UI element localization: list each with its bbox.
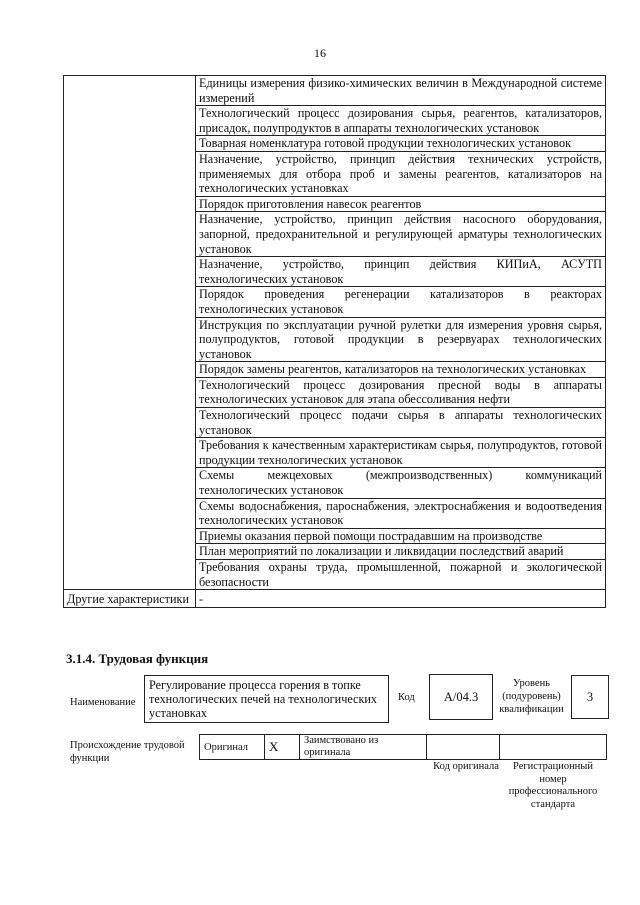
original-mark: X bbox=[265, 735, 300, 760]
knowledge-item: Приемы оказания первой помощи пострадавшим на производстве bbox=[196, 528, 606, 544]
knowledge-item: Назначение, устройство, принцип действия насосного оборудования, запорной, предохранительной и регулирующей арматуры технологических установок bbox=[196, 212, 606, 257]
knowledge-item: Назначение, устройство, принцип действия технических устройств, применяемых для отбора проб и замены реагентов, катализаторов на технологических установках bbox=[196, 151, 606, 196]
knowledge-table bbox=[63, 75, 606, 608]
knowledge-item: Порядок замены реагентов, катализаторов на технологических установках bbox=[196, 362, 606, 378]
knowledge-item: Инструкция по эксплуатации ручной рулетки для измерения уровня сырья, полупродуктов, готовой продукции в резервуарах технологических установок bbox=[196, 317, 606, 362]
other-label: Другие характеристики bbox=[64, 590, 196, 608]
knowledge-item: Назначение, устройство, принцип действия КИПиА, АСУТП технологических установок bbox=[196, 257, 606, 287]
origin-table bbox=[199, 734, 607, 760]
section-heading: 3.1.4. Трудовая функция bbox=[66, 651, 209, 666]
original-code-cell bbox=[427, 735, 500, 760]
code-label: Код bbox=[398, 692, 415, 703]
knowledge-item: Технологический процесс дозирования сырья, реагентов, катализаторов, присадок, полупродуктов в аппараты технологических установок bbox=[196, 106, 606, 136]
knowledge-item: Единицы измерения физико-химических величин в Международной системе измерений bbox=[196, 76, 606, 106]
knowledge-item: Схемы водоснабжения, пароснабжения, электроснабжения и водоотведения технологических установок bbox=[196, 498, 606, 528]
knowledge-item: Товарная номенклатура готовой продукции технологических установок bbox=[196, 136, 606, 152]
level-label: Уровень (подуровень) квалификации bbox=[499, 678, 564, 715]
reg-number-cell bbox=[500, 735, 607, 760]
level-value: 3 bbox=[571, 675, 609, 719]
caption-reg: Регистрационный номер профессионального стандарта bbox=[508, 761, 598, 810]
name-value: Регулирование процесса горения в топке технологических печей на технологических установках bbox=[144, 675, 389, 723]
page-number: 16 bbox=[314, 46, 326, 60]
knowledge-item: Требования охраны труда, промышленной, пожарной и экологической безопасности bbox=[196, 560, 606, 590]
origin-label: Происхождение трудовой функции bbox=[70, 740, 185, 764]
knowledge-item: План мероприятий по локализации и ликвидации последствий аварий bbox=[196, 544, 606, 560]
row-label-empty bbox=[64, 76, 196, 590]
borrowed-label: Заимствовано из оригинала bbox=[300, 735, 427, 760]
knowledge-item: Порядок приготовления навесок реагентов bbox=[196, 196, 606, 212]
knowledge-item: Порядок проведения регенерации катализаторов в реакторах технологических установок bbox=[196, 287, 606, 317]
caption-code: Код оригинала bbox=[433, 761, 499, 772]
knowledge-row bbox=[64, 76, 606, 106]
knowledge-item: Схемы межцеховых (межпроизводственных) коммуникаций технологических установок bbox=[196, 468, 606, 498]
name-label: Наименование bbox=[70, 697, 136, 708]
knowledge-item: Требования к качественным характеристикам сырья, полупродуктов, готовой продукции технологических установок bbox=[196, 438, 606, 468]
code-value: A/04.3 bbox=[429, 674, 493, 720]
other-row bbox=[64, 590, 606, 608]
original-label: Оригинал bbox=[200, 735, 265, 760]
other-value: - bbox=[196, 590, 606, 608]
knowledge-item: Технологический процесс подачи сырья в аппараты технологических установок bbox=[196, 408, 606, 438]
knowledge-item: Технологический процесс дозирования пресной воды в аппараты технологических установок для этапа обессоливания нефти bbox=[196, 377, 606, 407]
